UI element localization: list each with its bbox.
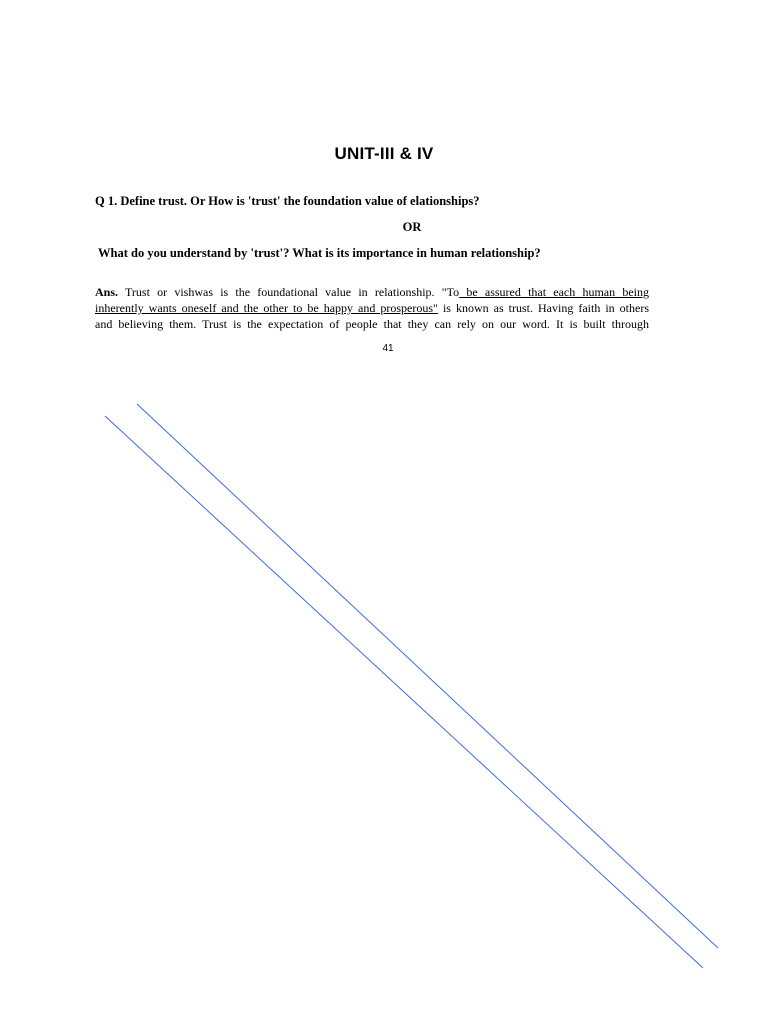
- answer-label: Ans.: [95, 285, 119, 299]
- page-number: 41: [382, 343, 394, 354]
- answer-text-2a-underlined: inherently wants oneself and the other to be happy and prosperous": [95, 301, 438, 315]
- annotation-line-lower: [105, 416, 703, 968]
- or-separator: OR: [402, 220, 422, 234]
- answer-line-3: and believing them. Trust is the expectation of people that they can rely on our word. It is built through: [95, 317, 649, 331]
- answer-text-1a: Trust or vishwas is the foundational value in relationship. "To: [125, 285, 460, 299]
- page-title: UNIT-III & IV: [334, 144, 434, 163]
- annotation-line-upper: [137, 404, 718, 948]
- answer-text-1b-underlined: be assured that each human being: [459, 285, 649, 299]
- answer-text-2b: is known as trust. Having faith in others: [437, 301, 649, 315]
- question-1: Q 1. Define trust. Or How is 'trust' the foundation value of elationships?: [95, 194, 480, 208]
- question-2: What do you understand by 'trust'? What is its importance in human relationship?: [98, 246, 541, 260]
